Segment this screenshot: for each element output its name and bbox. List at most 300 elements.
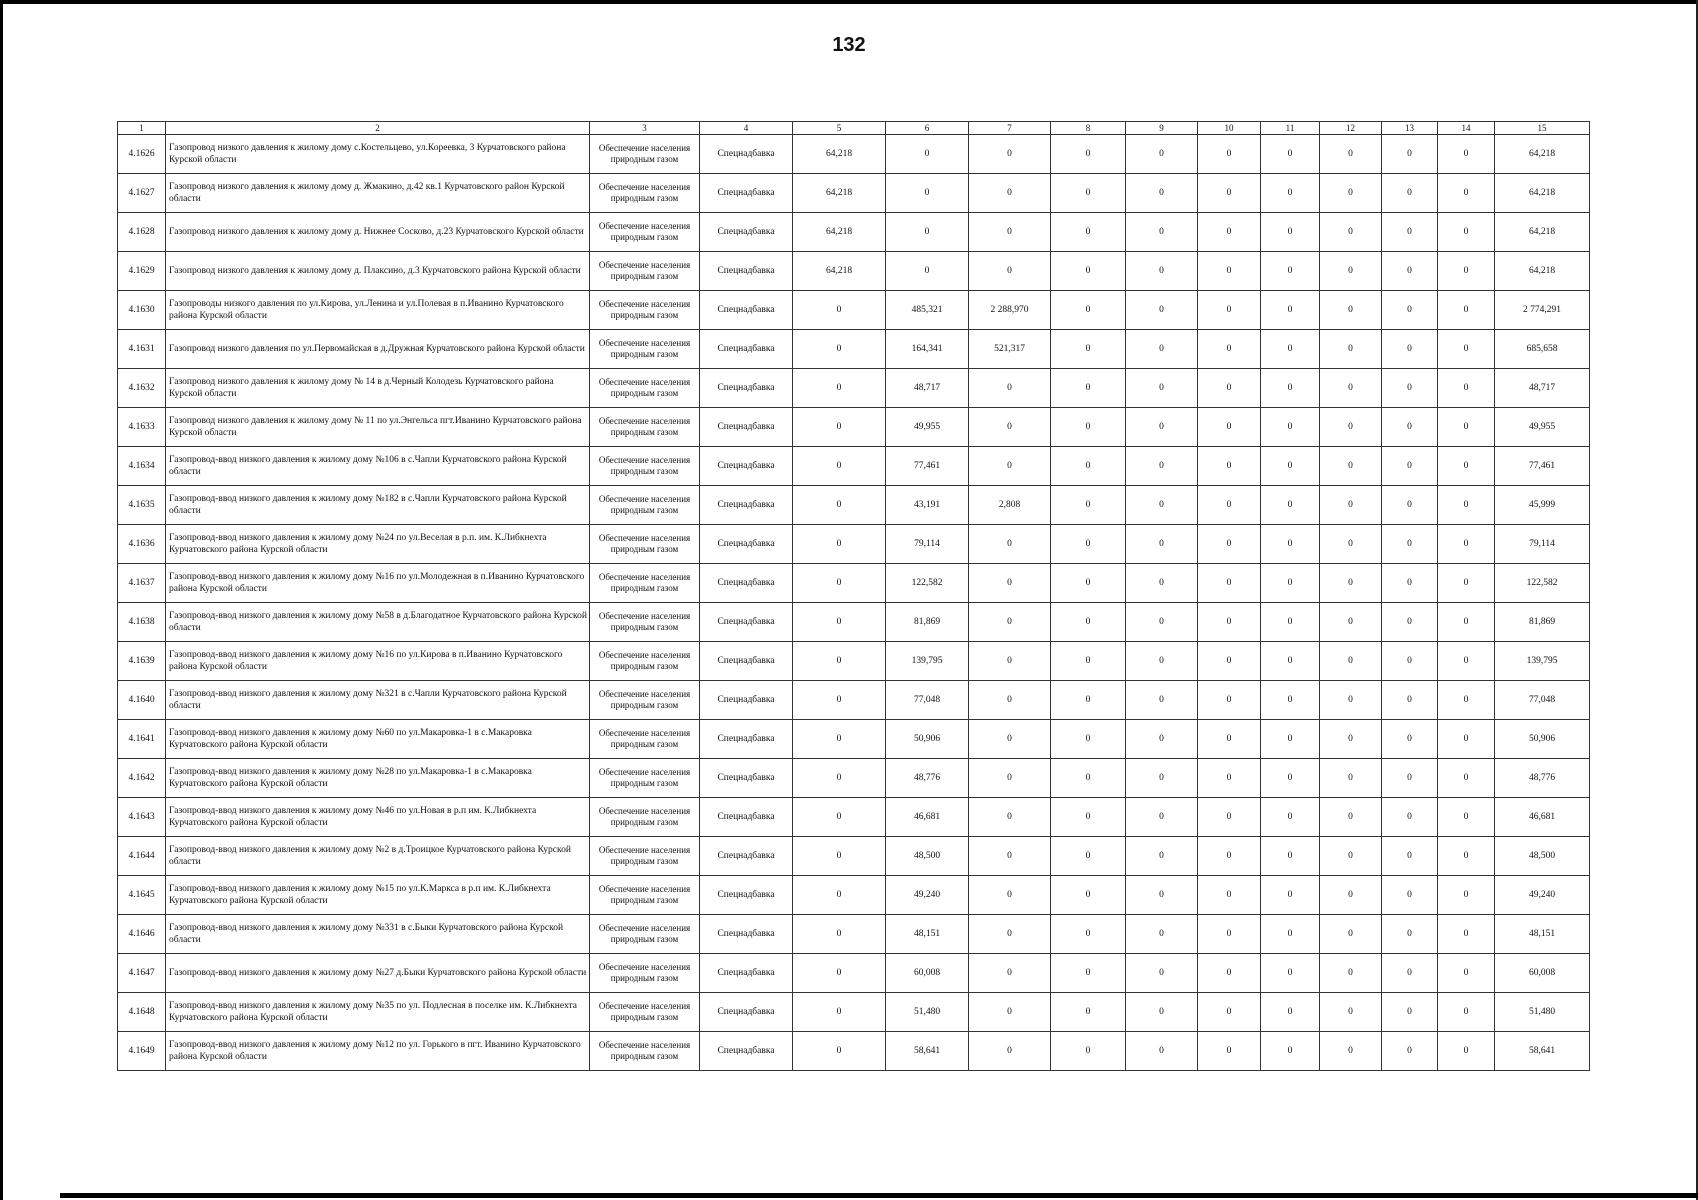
value-col-12: 0 — [1320, 1032, 1382, 1071]
value-col-14: 0 — [1438, 291, 1495, 330]
value-col-12: 0 — [1320, 330, 1382, 369]
column-number: 15 — [1495, 122, 1590, 135]
value-col-7: 0 — [969, 369, 1051, 408]
total-col-15: 64,218 — [1495, 252, 1590, 291]
value-col-10: 0 — [1198, 642, 1261, 681]
funding-source-cell: Спецнадбавка — [700, 720, 793, 759]
value-col-11: 0 — [1261, 915, 1320, 954]
value-col-14: 0 — [1438, 1032, 1495, 1071]
value-col-8: 0 — [1051, 681, 1126, 720]
purpose-cell: Обеспечение населения природным газом — [590, 681, 700, 720]
value-col-8: 0 — [1051, 252, 1126, 291]
value-col-9: 0 — [1126, 213, 1198, 252]
value-col-8: 0 — [1051, 135, 1126, 174]
value-col-10: 0 — [1198, 759, 1261, 798]
funding-source-cell: Спецнадбавка — [700, 876, 793, 915]
column-number: 14 — [1438, 122, 1495, 135]
value-col-6: 50,906 — [886, 720, 969, 759]
value-col-6: 164,341 — [886, 330, 969, 369]
value-col-11: 0 — [1261, 135, 1320, 174]
value-col-12: 0 — [1320, 486, 1382, 525]
funding-source-cell: Спецнадбавка — [700, 174, 793, 213]
row-number-cell: 4.1629 — [118, 252, 166, 291]
value-col-9: 0 — [1126, 954, 1198, 993]
total-col-15: 48,717 — [1495, 369, 1590, 408]
purpose-cell: Обеспечение населения природным газом — [590, 720, 700, 759]
value-col-10: 0 — [1198, 837, 1261, 876]
value-col-6: 49,955 — [886, 408, 969, 447]
purpose-cell: Обеспечение населения природным газом — [590, 564, 700, 603]
table-row — [118, 642, 1590, 681]
value-col-8: 0 — [1051, 759, 1126, 798]
value-col-13: 0 — [1382, 837, 1438, 876]
table-row — [118, 486, 1590, 525]
value-col-10: 0 — [1198, 213, 1261, 252]
column-number: 7 — [969, 122, 1051, 135]
scan-border-top — [0, 0, 1698, 4]
value-col-5: 0 — [793, 564, 886, 603]
value-col-14: 0 — [1438, 135, 1495, 174]
value-col-8: 0 — [1051, 525, 1126, 564]
total-col-15: 122,582 — [1495, 564, 1590, 603]
total-col-15: 48,500 — [1495, 837, 1590, 876]
value-col-5: 0 — [793, 447, 886, 486]
value-col-12: 0 — [1320, 447, 1382, 486]
value-col-13: 0 — [1382, 291, 1438, 330]
funding-source-cell: Спецнадбавка — [700, 954, 793, 993]
value-col-13: 0 — [1382, 603, 1438, 642]
value-col-9: 0 — [1126, 642, 1198, 681]
value-col-8: 0 — [1051, 408, 1126, 447]
value-col-10: 0 — [1198, 408, 1261, 447]
value-col-10: 0 — [1198, 993, 1261, 1032]
purpose-cell: Обеспечение населения природным газом — [590, 915, 700, 954]
column-number: 6 — [886, 122, 969, 135]
value-col-9: 0 — [1126, 915, 1198, 954]
table-row — [118, 525, 1590, 564]
value-col-14: 0 — [1438, 486, 1495, 525]
funding-source-cell: Спецнадбавка — [700, 486, 793, 525]
purpose-cell: Обеспечение населения природным газом — [590, 447, 700, 486]
value-col-7: 0 — [969, 642, 1051, 681]
value-col-9: 0 — [1126, 681, 1198, 720]
total-col-15: 79,114 — [1495, 525, 1590, 564]
value-col-10: 0 — [1198, 681, 1261, 720]
value-col-6: 0 — [886, 213, 969, 252]
row-number-cell: 4.1635 — [118, 486, 166, 525]
value-col-6: 48,151 — [886, 915, 969, 954]
value-col-14: 0 — [1438, 525, 1495, 564]
value-col-11: 0 — [1261, 993, 1320, 1032]
funding-source-cell: Спецнадбавка — [700, 252, 793, 291]
value-col-8: 0 — [1051, 447, 1126, 486]
row-number-cell: 4.1645 — [118, 876, 166, 915]
value-col-6: 51,480 — [886, 993, 969, 1032]
value-col-5: 0 — [793, 525, 886, 564]
value-col-7: 0 — [969, 1032, 1051, 1071]
value-col-9: 0 — [1126, 798, 1198, 837]
value-col-5: 0 — [793, 954, 886, 993]
total-col-15: 64,218 — [1495, 213, 1590, 252]
value-col-10: 0 — [1198, 252, 1261, 291]
value-col-6: 77,461 — [886, 447, 969, 486]
funding-source-cell: Спецнадбавка — [700, 681, 793, 720]
table-row — [118, 603, 1590, 642]
value-col-5: 0 — [793, 486, 886, 525]
value-col-5: 0 — [793, 369, 886, 408]
value-col-12: 0 — [1320, 252, 1382, 291]
funding-source-cell: Спецнадбавка — [700, 993, 793, 1032]
value-col-9: 0 — [1126, 1032, 1198, 1071]
value-col-12: 0 — [1320, 369, 1382, 408]
value-col-5: 0 — [793, 915, 886, 954]
value-col-5: 0 — [793, 720, 886, 759]
object-name-cell: Газопровод низкого давления к жилому дому № 14 в д.Черный Колодезь Курчатовского района Курской области — [166, 369, 590, 408]
value-col-11: 0 — [1261, 291, 1320, 330]
value-col-10: 0 — [1198, 525, 1261, 564]
row-number-cell: 4.1646 — [118, 915, 166, 954]
total-col-15: 50,906 — [1495, 720, 1590, 759]
value-col-9: 0 — [1126, 135, 1198, 174]
value-col-10: 0 — [1198, 330, 1261, 369]
funding-source-cell: Спецнадбавка — [700, 330, 793, 369]
column-number: 1 — [118, 122, 166, 135]
value-col-13: 0 — [1382, 1032, 1438, 1071]
table-row — [118, 681, 1590, 720]
value-col-9: 0 — [1126, 603, 1198, 642]
purpose-cell: Обеспечение населения природным газом — [590, 993, 700, 1032]
value-col-14: 0 — [1438, 837, 1495, 876]
value-col-5: 0 — [793, 681, 886, 720]
value-col-6: 0 — [886, 174, 969, 213]
value-col-6: 48,776 — [886, 759, 969, 798]
table-row — [118, 876, 1590, 915]
scan-border-bottom — [60, 1193, 1698, 1198]
value-col-12: 0 — [1320, 408, 1382, 447]
purpose-cell: Обеспечение населения природным газом — [590, 759, 700, 798]
row-number-cell: 4.1632 — [118, 369, 166, 408]
value-col-9: 0 — [1126, 564, 1198, 603]
value-col-12: 0 — [1320, 564, 1382, 603]
value-col-7: 0 — [969, 837, 1051, 876]
value-col-12: 0 — [1320, 720, 1382, 759]
value-col-5: 0 — [793, 330, 886, 369]
value-col-8: 0 — [1051, 213, 1126, 252]
value-col-11: 0 — [1261, 798, 1320, 837]
total-col-15: 77,461 — [1495, 447, 1590, 486]
value-col-5: 0 — [793, 876, 886, 915]
purpose-cell: Обеспечение населения природным газом — [590, 954, 700, 993]
object-name-cell: Газопровод-ввод низкого давления к жилому дому №331 в с.Быки Курчатовского района Курской области — [166, 915, 590, 954]
column-number: 3 — [590, 122, 700, 135]
value-col-6: 49,240 — [886, 876, 969, 915]
row-number-cell: 4.1626 — [118, 135, 166, 174]
value-col-6: 122,582 — [886, 564, 969, 603]
value-col-9: 0 — [1126, 291, 1198, 330]
column-number: 8 — [1051, 122, 1126, 135]
value-col-14: 0 — [1438, 213, 1495, 252]
value-col-13: 0 — [1382, 369, 1438, 408]
value-col-9: 0 — [1126, 759, 1198, 798]
value-col-7: 2 288,970 — [969, 291, 1051, 330]
object-name-cell: Газопровод низкого давления к жилому дому д. Жмакино, д.42 кв.1 Курчатовского район Курской области — [166, 174, 590, 213]
value-col-11: 0 — [1261, 369, 1320, 408]
value-col-8: 0 — [1051, 798, 1126, 837]
funding-source-cell: Спецнадбавка — [700, 291, 793, 330]
value-col-14: 0 — [1438, 330, 1495, 369]
row-number-cell: 4.1638 — [118, 603, 166, 642]
value-col-12: 0 — [1320, 837, 1382, 876]
value-col-11: 0 — [1261, 564, 1320, 603]
value-col-12: 0 — [1320, 954, 1382, 993]
value-col-5: 0 — [793, 642, 886, 681]
value-col-11: 0 — [1261, 525, 1320, 564]
column-number: 5 — [793, 122, 886, 135]
value-col-11: 0 — [1261, 213, 1320, 252]
total-col-15: 51,480 — [1495, 993, 1590, 1032]
table-row — [118, 369, 1590, 408]
value-col-8: 0 — [1051, 837, 1126, 876]
total-col-15: 49,955 — [1495, 408, 1590, 447]
value-col-14: 0 — [1438, 174, 1495, 213]
value-col-10: 0 — [1198, 1032, 1261, 1071]
value-col-11: 0 — [1261, 759, 1320, 798]
page-number: 132 — [832, 34, 866, 56]
value-col-14: 0 — [1438, 798, 1495, 837]
row-number-cell: 4.1639 — [118, 642, 166, 681]
value-col-11: 0 — [1261, 447, 1320, 486]
value-col-13: 0 — [1382, 564, 1438, 603]
row-number-cell: 4.1627 — [118, 174, 166, 213]
value-col-14: 0 — [1438, 993, 1495, 1032]
value-col-10: 0 — [1198, 915, 1261, 954]
total-col-15: 81,869 — [1495, 603, 1590, 642]
table-row — [118, 837, 1590, 876]
value-col-6: 79,114 — [886, 525, 969, 564]
value-col-8: 0 — [1051, 564, 1126, 603]
value-col-7: 0 — [969, 720, 1051, 759]
value-col-8: 0 — [1051, 993, 1126, 1032]
row-number-cell: 4.1637 — [118, 564, 166, 603]
value-col-14: 0 — [1438, 369, 1495, 408]
funding-source-cell: Спецнадбавка — [700, 564, 793, 603]
value-col-8: 0 — [1051, 291, 1126, 330]
object-name-cell: Газопровод-ввод низкого давления к жилому дому №12 по ул. Горького в пгт. Иванино Курчатовского района Курской области — [166, 1032, 590, 1071]
value-col-7: 0 — [969, 798, 1051, 837]
value-col-13: 0 — [1382, 174, 1438, 213]
object-name-cell: Газопровод-ввод низкого давления к жилому дому №16 по ул.Молодежная в п.Иванино Курчатовского района Курской области — [166, 564, 590, 603]
value-col-13: 0 — [1382, 876, 1438, 915]
total-col-15: 49,240 — [1495, 876, 1590, 915]
purpose-cell: Обеспечение населения природным газом — [590, 291, 700, 330]
object-name-cell: Газопровод-ввод низкого давления к жилому дому №321 в с.Чапли Курчатовского района Курской области — [166, 681, 590, 720]
value-col-9: 0 — [1126, 174, 1198, 213]
table-row — [118, 291, 1590, 330]
value-col-13: 0 — [1382, 720, 1438, 759]
value-col-7: 0 — [969, 213, 1051, 252]
value-col-8: 0 — [1051, 1032, 1126, 1071]
value-col-13: 0 — [1382, 954, 1438, 993]
value-col-7: 0 — [969, 759, 1051, 798]
value-col-5: 64,218 — [793, 213, 886, 252]
funding-source-cell: Спецнадбавка — [700, 1032, 793, 1071]
funding-source-cell: Спецнадбавка — [700, 408, 793, 447]
table-row — [118, 213, 1590, 252]
table-row — [118, 1032, 1590, 1071]
purpose-cell: Обеспечение населения природным газом — [590, 1032, 700, 1071]
object-name-cell: Газопровод-ввод низкого давления к жилому дому №182 в с.Чапли Курчатовского района Курской области — [166, 486, 590, 525]
value-col-10: 0 — [1198, 174, 1261, 213]
object-name-cell: Газопровод низкого давления к жилому дому д. Нижнее Сосково, д.23 Курчатовского Курской области — [166, 213, 590, 252]
funding-source-cell: Спецнадбавка — [700, 525, 793, 564]
value-col-14: 0 — [1438, 564, 1495, 603]
column-number-row — [118, 122, 1590, 135]
value-col-13: 0 — [1382, 993, 1438, 1032]
value-col-6: 0 — [886, 135, 969, 174]
value-col-14: 0 — [1438, 642, 1495, 681]
value-col-9: 0 — [1126, 330, 1198, 369]
value-col-13: 0 — [1382, 330, 1438, 369]
value-col-11: 0 — [1261, 681, 1320, 720]
value-col-5: 0 — [793, 798, 886, 837]
value-col-12: 0 — [1320, 876, 1382, 915]
purpose-cell: Обеспечение населения природным газом — [590, 642, 700, 681]
total-col-15: 58,641 — [1495, 1032, 1590, 1071]
value-col-10: 0 — [1198, 876, 1261, 915]
value-col-10: 0 — [1198, 954, 1261, 993]
total-col-15: 48,151 — [1495, 915, 1590, 954]
value-col-14: 0 — [1438, 447, 1495, 486]
row-number-cell: 4.1640 — [118, 681, 166, 720]
value-col-9: 0 — [1126, 252, 1198, 291]
value-col-11: 0 — [1261, 603, 1320, 642]
value-col-11: 0 — [1261, 174, 1320, 213]
purpose-cell: Обеспечение населения природным газом — [590, 252, 700, 291]
row-number-cell: 4.1642 — [118, 759, 166, 798]
value-col-9: 0 — [1126, 876, 1198, 915]
table-row — [118, 954, 1590, 993]
value-col-13: 0 — [1382, 798, 1438, 837]
purpose-cell: Обеспечение населения природным газом — [590, 408, 700, 447]
object-name-cell: Газопровод-ввод низкого давления к жилому дому №58 в д.Благодатное Курчатовского района Курской области — [166, 603, 590, 642]
value-col-13: 0 — [1382, 252, 1438, 291]
value-col-7: 0 — [969, 447, 1051, 486]
value-col-13: 0 — [1382, 915, 1438, 954]
table-row — [118, 174, 1590, 213]
value-col-6: 0 — [886, 252, 969, 291]
object-name-cell: Газопровод низкого давления к жилому дому д. Плаксино, д.3 Курчатовского района Курской области — [166, 252, 590, 291]
row-number-cell: 4.1641 — [118, 720, 166, 759]
value-col-6: 485,321 — [886, 291, 969, 330]
object-name-cell: Газопровод-ввод низкого давления к жилому дому №106 в с.Чапли Курчатовского района Курской области — [166, 447, 590, 486]
value-col-12: 0 — [1320, 174, 1382, 213]
object-name-cell: Газопровод-ввод низкого давления к жилому дому №35 по ул. Подлесная в поселке им. К.Либкнехта Курчатовского района Курской области — [166, 993, 590, 1032]
value-col-12: 0 — [1320, 291, 1382, 330]
purpose-cell: Обеспечение населения природным газом — [590, 798, 700, 837]
total-col-15: 139,795 — [1495, 642, 1590, 681]
value-col-14: 0 — [1438, 720, 1495, 759]
value-col-13: 0 — [1382, 525, 1438, 564]
value-col-11: 0 — [1261, 642, 1320, 681]
object-name-cell: Газопровод-ввод низкого давления к жилому дому №16 по ул.Кирова в п.Иванино Курчатовского района Курской области — [166, 642, 590, 681]
value-col-8: 0 — [1051, 876, 1126, 915]
object-name-cell: Газопровод низкого давления к жилому дому № 11 по ул.Энгельса пгт.Иванино Курчатовского района Курской области — [166, 408, 590, 447]
value-col-9: 0 — [1126, 369, 1198, 408]
object-name-cell: Газопровод-ввод низкого давления к жилому дому №60 по ул.Макаровка-1 в с.Макаровка Курчатовского района Курской области — [166, 720, 590, 759]
purpose-cell: Обеспечение населения природным газом — [590, 603, 700, 642]
column-number: 10 — [1198, 122, 1261, 135]
value-col-6: 48,500 — [886, 837, 969, 876]
column-number: 9 — [1126, 122, 1198, 135]
row-number-cell: 4.1649 — [118, 1032, 166, 1071]
table-row — [118, 252, 1590, 291]
table-row — [118, 408, 1590, 447]
value-col-12: 0 — [1320, 642, 1382, 681]
funding-source-cell: Спецнадбавка — [700, 759, 793, 798]
value-col-12: 0 — [1320, 681, 1382, 720]
row-number-cell: 4.1631 — [118, 330, 166, 369]
funding-source-cell: Спецнадбавка — [700, 213, 793, 252]
funding-source-cell: Спецнадбавка — [700, 642, 793, 681]
purpose-cell: Обеспечение населения природным газом — [590, 213, 700, 252]
value-col-7: 0 — [969, 915, 1051, 954]
row-number-cell: 4.1643 — [118, 798, 166, 837]
table-row — [118, 915, 1590, 954]
total-col-15: 2 774,291 — [1495, 291, 1590, 330]
value-col-5: 64,218 — [793, 135, 886, 174]
value-col-9: 0 — [1126, 447, 1198, 486]
row-number-cell: 4.1644 — [118, 837, 166, 876]
value-col-14: 0 — [1438, 603, 1495, 642]
value-col-5: 0 — [793, 993, 886, 1032]
value-col-7: 0 — [969, 876, 1051, 915]
value-col-7: 2,808 — [969, 486, 1051, 525]
table-row — [118, 993, 1590, 1032]
purpose-cell: Обеспечение населения природным газом — [590, 135, 700, 174]
value-col-8: 0 — [1051, 720, 1126, 759]
value-col-10: 0 — [1198, 564, 1261, 603]
object-name-cell: Газопровод-ввод низкого давления к жилому дому №46 по ул.Новая в р.п им. К.Либкнехта Курчатовского района Курской области — [166, 798, 590, 837]
column-number: 2 — [166, 122, 590, 135]
value-col-10: 0 — [1198, 369, 1261, 408]
value-col-10: 0 — [1198, 798, 1261, 837]
value-col-7: 0 — [969, 603, 1051, 642]
total-col-15: 77,048 — [1495, 681, 1590, 720]
funding-source-cell: Спецнадбавка — [700, 603, 793, 642]
table-row — [118, 720, 1590, 759]
total-col-15: 46,681 — [1495, 798, 1590, 837]
value-col-8: 0 — [1051, 330, 1126, 369]
value-col-14: 0 — [1438, 876, 1495, 915]
object-name-cell: Газопровод-ввод низкого давления к жилому дому №15 по ул.К.Маркса в р.п им. К.Либкнехта Курчатовского района Курской области — [166, 876, 590, 915]
value-col-11: 0 — [1261, 486, 1320, 525]
value-col-14: 0 — [1438, 408, 1495, 447]
value-col-8: 0 — [1051, 603, 1126, 642]
purpose-cell: Обеспечение населения природным газом — [590, 330, 700, 369]
value-col-11: 0 — [1261, 252, 1320, 291]
purpose-cell: Обеспечение населения природным газом — [590, 486, 700, 525]
value-col-14: 0 — [1438, 759, 1495, 798]
value-col-6: 43,191 — [886, 486, 969, 525]
value-col-8: 0 — [1051, 642, 1126, 681]
investment-program-table — [117, 121, 1590, 1071]
value-col-12: 0 — [1320, 915, 1382, 954]
funding-source-cell: Спецнадбавка — [700, 798, 793, 837]
purpose-cell: Обеспечение населения природным газом — [590, 369, 700, 408]
value-col-14: 0 — [1438, 915, 1495, 954]
table-row — [118, 798, 1590, 837]
value-col-11: 0 — [1261, 954, 1320, 993]
